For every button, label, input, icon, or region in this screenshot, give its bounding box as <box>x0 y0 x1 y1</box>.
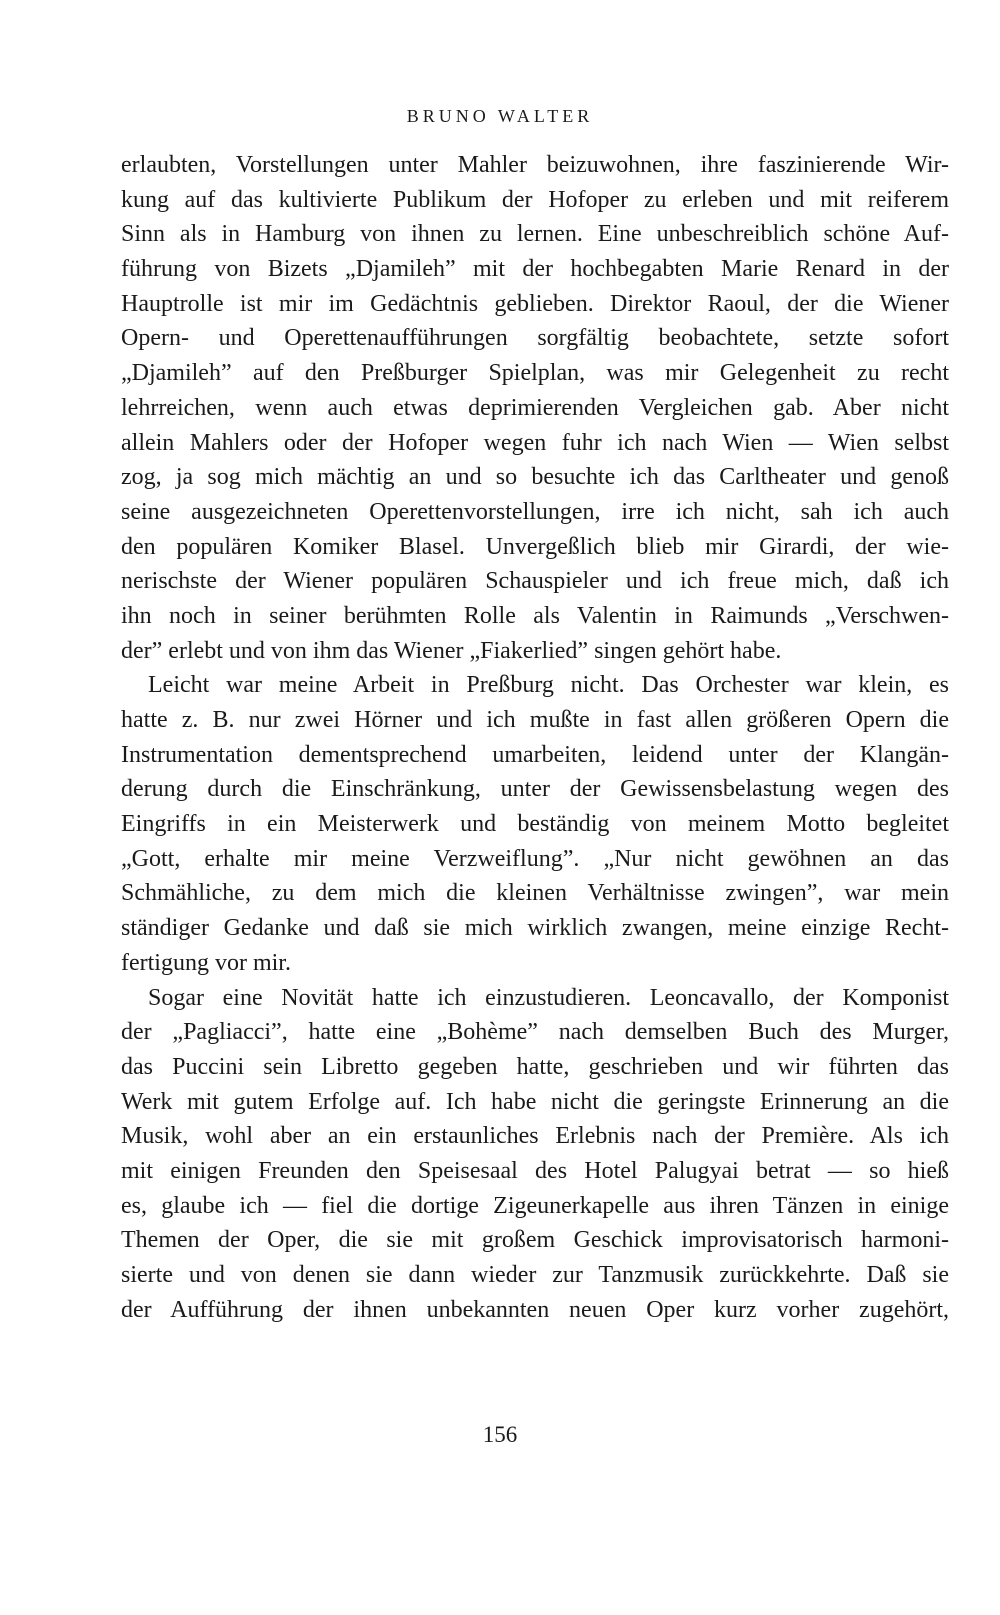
page-number: 156 <box>482 1422 518 1447</box>
text-line: Hauptrolle ist mir im Gedächtnis geblieben. Direktor Raoul, der die Wiener <box>121 290 949 317</box>
text-line: Eingriffs in ein Meisterwerk und beständig von meinem Motto begleitet <box>121 811 949 838</box>
text-line: mit einigen Freunden den Speisesaal des Hotel Palugyai betrat — so hieß <box>121 1157 949 1184</box>
text-line: „Gott, erhalte mir meine Verzweiflung”. „Nur nicht gewöhnen an das <box>121 845 949 872</box>
running-head: BRUNO WALTER <box>406 106 594 126</box>
text-line: lehrreichen, wenn auch etwas deprimierenden Vergleichen gab. Aber nicht <box>121 394 949 421</box>
text-line: den populären Komiker Blasel. Unvergeßlich blieb mir Girardi, der wie- <box>121 533 949 560</box>
text-line: der” erlebt und von ihm das Wiener „Fiakerlied” singen gehört habe. <box>121 637 782 664</box>
body-text <box>121 148 949 1327</box>
text-line: Opern- und Operettenaufführungen sorgfältig beobachtete, setzte sofort <box>121 325 949 352</box>
text-line: derung durch die Einschränkung, unter der Gewissensbelastung wegen des <box>121 776 949 803</box>
text-line: hatte z. B. nur zwei Hörner und ich mußte in fast allen größeren Opern die <box>121 707 949 733</box>
text-line: Werk mit gutem Erfolge auf. Ich habe nicht die geringste Erinnerung an die <box>121 1088 949 1115</box>
text-line: es, glaube ich — fiel die dortige Zigeunerkapelle aus ihren Tänzen in einige <box>121 1192 949 1219</box>
text-line: Themen der Oper, die sie mit großem Geschick improvisatorisch harmoni- <box>121 1227 949 1254</box>
text-line: ihn noch in seiner berühmten Rolle als Valentin in Raimunds „Verschwen- <box>121 602 949 629</box>
text-line: allein Mahlers oder der Hofoper wegen fuhr ich nach Wien — Wien selbst <box>121 429 949 456</box>
text-line: führung von Bizets „Djamileh” mit der hochbegabten Marie Renard in der <box>121 256 949 283</box>
text-line: Instrumentation dementsprechend umarbeiten, leidend unter der Klangän- <box>121 741 949 768</box>
text-line: Musik, wohl aber an ein erstaunliches Erlebnis nach der Première. Als ich <box>121 1123 949 1150</box>
text-line: erlaubten, Vorstellungen unter Mahler beizuwohnen, ihre faszinierende Wir- <box>121 152 949 178</box>
text-line: Sinn als in Hamburg von ihnen zu lernen. Eine unbeschreiblich schöne Auf- <box>121 221 949 248</box>
text-line: der Aufführung der ihnen unbekannten neuen Oper kurz vorher zugehört, <box>121 1296 949 1323</box>
text-line: zog, ja sog mich mächtig an und so besuchte ich das Carltheater und genoß <box>121 464 949 491</box>
text-line: Leicht war meine Arbeit in Preßburg nicht. Das Orchester war klein, es <box>148 672 949 699</box>
text-line: Sogar eine Novität hatte ich einzustudieren. Leoncavallo, der Komponist <box>148 984 949 1011</box>
text-line: seine ausgezeichneten Operettenvorstellungen, irre ich nicht, sah ich auch <box>121 498 949 525</box>
text-line: Schmähliche, zu dem mich die kleinen Verhältnisse zwingen”, war mein <box>121 880 949 907</box>
text-line: „Djamileh” auf den Preßburger Spielplan, was mir Gelegenheit zu recht <box>121 360 949 387</box>
text-line: nerischste der Wiener populären Schauspieler und ich freue mich, daß ich <box>121 568 949 595</box>
text-line: fertigung vor mir. <box>121 949 291 976</box>
text-line: ständiger Gedanke und daß sie mich wirklich zwangen, meine einzige Recht- <box>121 915 949 942</box>
text-line: der „Pagliacci”, hatte eine „Bohème” nach demselben Buch des Murger, <box>121 1019 949 1046</box>
text-line: sierte und von denen sie dann wieder zur Tanzmusik zurückkehrte. Daß sie <box>121 1262 949 1288</box>
text-line: das Puccini sein Libretto gegeben hatte, geschrieben und wir führten das <box>121 1053 949 1080</box>
text-line: kung auf das kultivierte Publikum der Hofoper zu erleben und mit reiferem <box>121 186 949 213</box>
